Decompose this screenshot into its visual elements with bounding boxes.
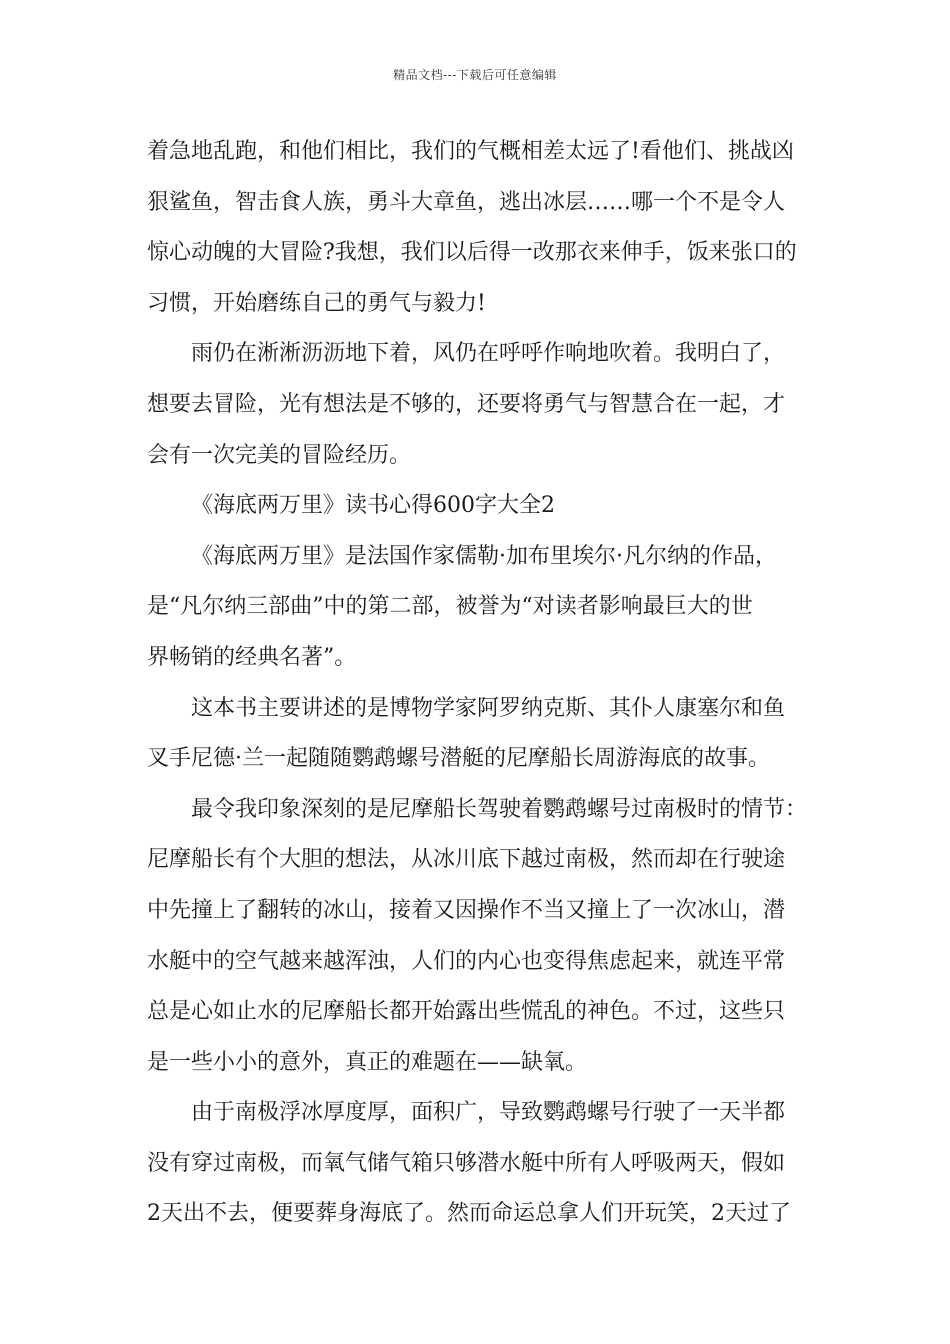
text-line: 这本书主要讲述的是博物学家阿罗纳克斯、其仆人康塞尔和鱼: [191, 695, 786, 721]
text-line: 水艇中的空气越来越浑浊，人们的内心也变得焦虑起来，就连平常: [147, 948, 786, 974]
text-line: 最令我印象深刻的是尼摩船长驾驶着鹦鹉螺号过南极时的情节：: [191, 796, 808, 822]
text-line: 《海底两万里》是法国作家儒勒·加布里埃尔·凡尔纳的作品，: [191, 543, 777, 569]
document-body: [147, 127, 819, 1240]
text-line: 中先撞上了翻转的冰山，接着又因操作不当又撞上了一次冰山，潜: [147, 897, 786, 923]
text-line: 习惯，开始磨练自己的勇气与毅力!: [147, 290, 486, 316]
page-header: 精品文档---下载后可任意编辑: [393, 68, 557, 82]
text-line: 尼摩船长有个大胆的想法，从冰川底下越过南极，然而却在行驶途: [147, 847, 786, 873]
text-line: 叉手尼德·兰一起随随鹦鹉螺号潜艇的尼摩船长周游海底的故事。: [147, 746, 770, 772]
text-line: 会有一次完美的冒险经历。: [147, 442, 412, 468]
text-line: 雨仍在淅淅沥沥地下着，风仍在呼呼作响地吹着。我明白了，: [191, 341, 786, 367]
text-line: 2天出不去，便要葬身海底了。然而命运总拿人们开玩笑，2天过了: [147, 1201, 791, 1227]
section-heading: 《海底两万里》读书心得600字大全2: [191, 493, 555, 519]
text-line: 是“凡尔纳三部曲”中的第二部，被誉为“对读者影响最巨大的世: [147, 594, 753, 620]
text-line: 想要去冒险，光有想法是不够的，还要将勇气与智慧合在一起，才: [147, 391, 786, 417]
text-line: 总是心如止水的尼摩船长都开始露出些慌乱的神色。不过，这些只: [147, 999, 786, 1025]
text-line: 是一些小小的意外，真正的难题在——缺氧。: [147, 1049, 588, 1075]
text-line: 由于南极浮冰厚度厚，面积广，导致鹦鹉螺号行驶了一天半都: [191, 1100, 786, 1126]
text-line: 惊心动魄的大冒险?我想，我们以后得一改那衣来伸手，饭来张口的: [147, 240, 797, 266]
text-line: 界畅销的经典名著”。: [147, 644, 357, 670]
text-line: 着急地乱跑，和他们相比，我们的气概相差太远了!看他们、挑战凶: [147, 139, 794, 164]
text-line: 狠鲨鱼，智击食人族，勇斗大章鱼，逃出冰层……哪一个不是令人: [147, 189, 786, 215]
text-line: 没有穿过南极，而氧气储气箱只够潜水艇中所有人呼吸两天，假如: [147, 1150, 786, 1176]
